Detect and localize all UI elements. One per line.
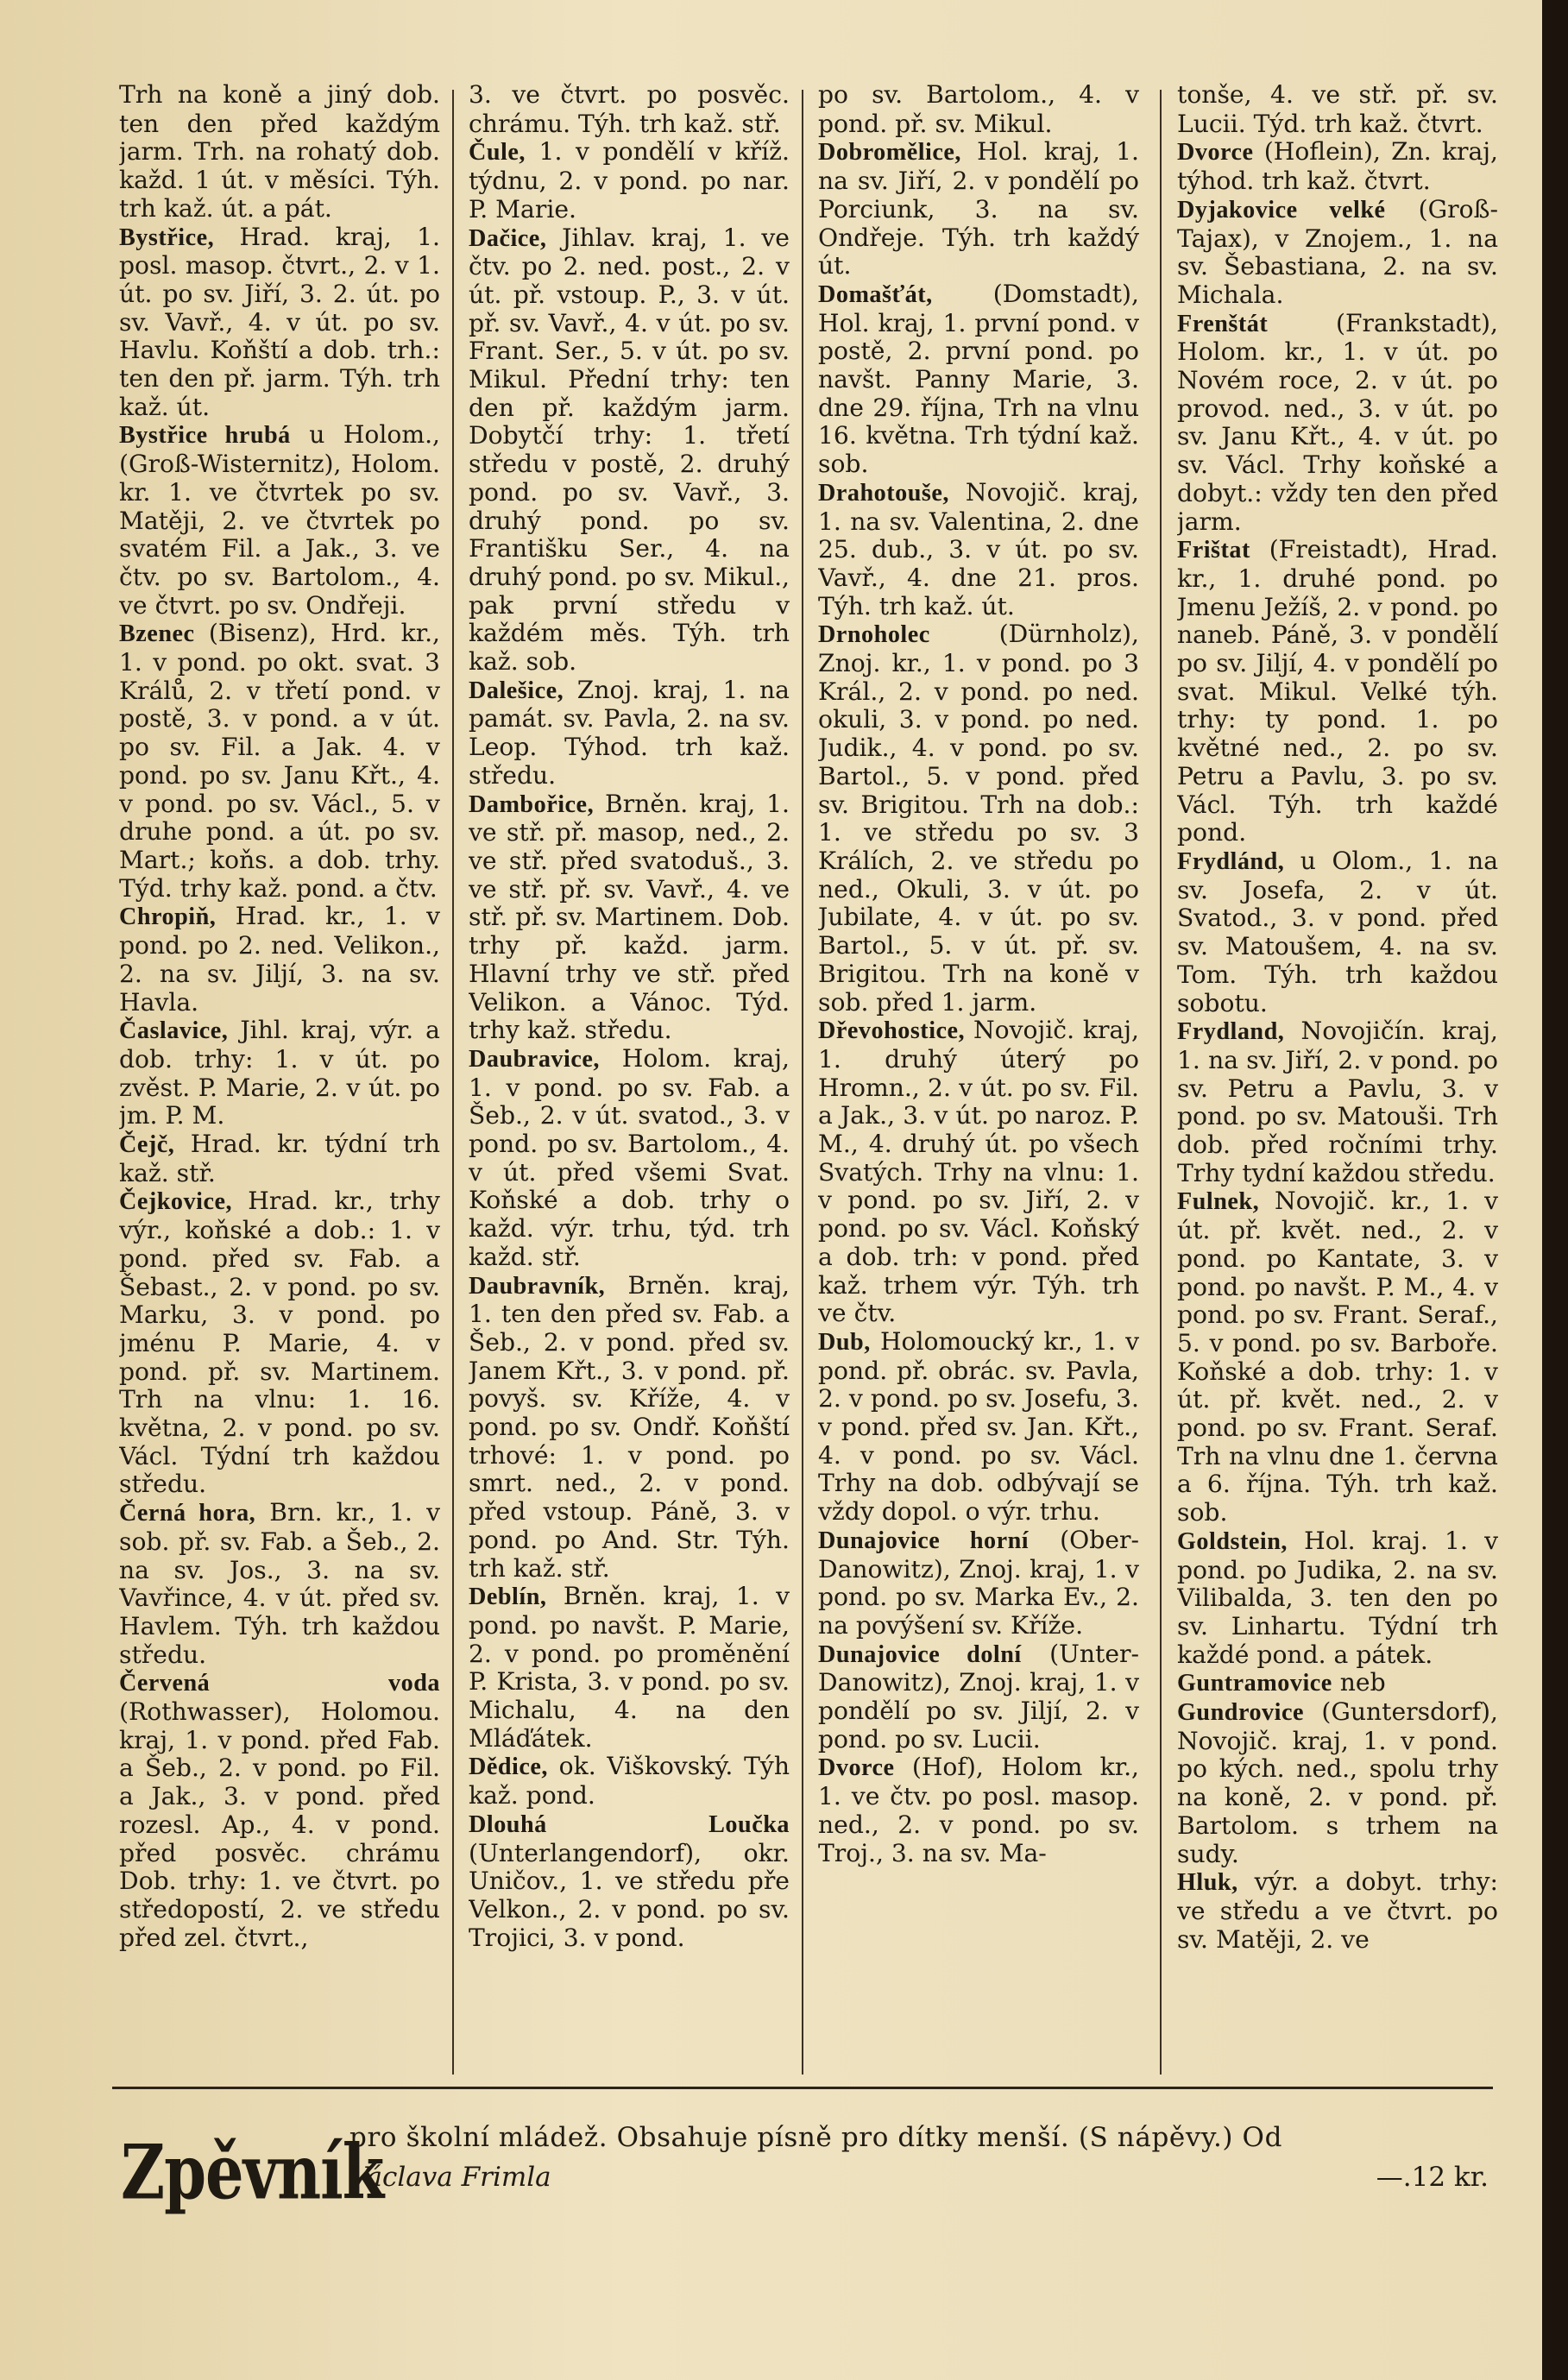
market-details: Hrad. kr., trhy výr., koňské a dob.: 1. v pond. před sv. Fab. a Šebast., 2. v pond. po sv. Marku, 3. v pond. po jménu P. Marie, 4. v pond. př. sv. Martinem. Trh na vlnu: 1. 16. května, 2. v pond. po sv. Václ. Týdní trh každou středu.: [119, 1187, 440, 1499]
market-details: Jihlav. kraj, 1. ve čtv. po 2. ned. post., 2. v út. př. vstoup. P., 3. v út. př. sv. Vavř., 4. v út. po sv. Frant. Ser., 5. v út. po sv. Mikul. Přední trhy: ten den př. každým jarm. Dobytčí trhy: 1. třetí středu v postě, 2. druhý pond. po sv. Vavř., 3. druhý pond. po sv. Františku Ser., 4. na druhý pond. po sv. Mikul., pak první středu v každém měs. Týh. trh kaž. sob.: [469, 223, 790, 677]
market-entry: [818, 280, 1139, 479]
market-details: u Holom., (Groß-Wisternitz), Holom. kr. 1. ve čtvrtek po sv. Matěji, 2. ve čtvrtek po svatém Fil. a Jak., 3. ve čtv. po sv. Bartolom., 4. ve čtvrt. po sv. Ondřeji.: [119, 420, 440, 620]
town-name: Domašťát,: [818, 280, 933, 308]
town-name: Dvorce: [818, 1754, 895, 1782]
market-details: (Bisenz), Hrd. kr., 1. v pond. po okt. svat. 3 Králů, 2. v třetí pond. v postě, 3. v pond. a v út. po sv. Fil. a Jak. 4. v pond. po sv. Janu Křt., 4. v pond. po sv. Václ., 5. v druhe pond. a út. po sv. Mart.; koňs. a dob. trhy. Týd. trhy kaž. pond. a čtv.: [119, 619, 440, 903]
town-name: Čejč,: [119, 1131, 175, 1159]
advertisement-rule: [112, 2087, 1493, 2089]
market-entry: [119, 1017, 440, 1130]
market-details: Brněn. kraj, 1. v pond. po navšt. P. Marie, 2. v pond. po proměnění P. Krista, 3. v pond. po sv. Michalu, 4. na den Mláďátek.: [469, 1582, 790, 1753]
market-entry: [119, 1499, 440, 1669]
town-name: Frenštát: [1177, 310, 1269, 337]
market-details: Holomoucký kr., 1. v pond. př. obrác. sv. Pavla, 2. v pond. po sv. Josefu, 3. v pond. před sv. Jan. Křt., 4. v pond. po sv. Václ. Trhy na dob. odbývají se vždy dopol. o výr. trhu.: [818, 1326, 1139, 1527]
market-details: Novojičín. kraj, 1. na sv. Jiří, 2. v pond. po sv. Petru a Pavlu, 3. v pond. po sv. Matouši. Trh dob. před ročními trhy. Trhy tydní každou středu.: [1177, 1017, 1498, 1187]
market-entry: [469, 1753, 790, 1810]
ad-title: Zpěvník: [121, 2127, 384, 2217]
market-listing-columns: [110, 81, 1543, 2081]
town-name: Gundrovice: [1177, 1699, 1304, 1727]
market-details: (Dürnholz), Znoj. kr., 1. v pond. po 3 Král., 2. v pond. po ned. okuli, 3. v pond. po ned. Judik., 4. v pond. po sv. Bartol., 5. v pond. před sv. Brigitou. Trh na dob.: 1. ve středu po sv. 3 Králích, 2. ve středu po ned., Okuli, 3. v út. po Jubilate, 4. v út. po sv. Bartol., 5. v út. př. sv. Brigitou. Trh na koně v sob. před 1. jarm.: [818, 620, 1139, 1017]
town-name: Dyjakovice velké: [1177, 196, 1386, 224]
town-name: Hluk,: [1177, 1869, 1238, 1897]
column-4: [1177, 81, 1498, 2081]
town-name: Dvorce: [1177, 139, 1254, 167]
market-entry: [818, 1754, 1139, 1867]
market-entry: [1177, 1187, 1498, 1527]
market-entry: [1177, 1669, 1498, 1698]
town-name: Frydland,: [1177, 1018, 1285, 1046]
market-details: Hol. kraj. 1. v pond. po Judika, 2. na sv. Vilibalda, 3. ten den po sv. Linhartu. Týdní trh každé pond. a pátek.: [1177, 1526, 1498, 1669]
market-details: (Ober-Danowitz), Znoj. kraj, 1. v pond. po sv. Marka Ev., 2. na povýšení sv. Kříže.: [818, 1525, 1139, 1640]
market-entry: [119, 903, 440, 1017]
market-details: (Hof), Holom kr., 1. ve čtv. po posl. masop. ned., 2. v pond. po sv. Troj., 3. na sv. Ma-: [818, 1753, 1139, 1867]
market-details: Brněn. kraj, 1. ten den před sv. Fab. a Šeb., 2. v pond. před sv. Janem Křt., 3. v pond. př. povyš. sv. Kříže, 4. v pond. po sv. Ondř. Koňští trhové: 1. v pond. po smrt. ned., 2. v pond. před vstoup. Páně, 3. v pond. po And. Str. Týh. trh kaž. stř.: [469, 1270, 790, 1583]
market-details: u Olom., 1. na sv. Josefa, 2. v út. Svatod., 3. v pond. před sv. Matoušem, 4. na sv. Tom. Týh. trh každou sobotu.: [1177, 846, 1498, 1017]
town-name: Frištat: [1177, 537, 1250, 564]
market-details: Hrad. kraj, 1. posl. masop. čtvrt., 2. v 1. út. po sv. Jiří, 3. 2. út. po sv. Vavř., 4. v út. po sv. Havlu. Koňští a dob. trh.: ten den př. jarm. Týh. trh kaž. út.: [119, 222, 440, 421]
town-name: Dunajovice horní: [818, 1527, 1030, 1554]
town-name: Bzenec: [119, 620, 195, 648]
songbook-advertisement: [121, 2119, 1502, 2222]
market-entry: [119, 620, 440, 903]
town-name: Červená voda: [119, 1670, 440, 1697]
town-name: Dunajovice dolní: [818, 1640, 1022, 1668]
market-entry: [469, 1810, 790, 1953]
town-name: Dědice,: [469, 1754, 548, 1781]
town-name: Daubravice,: [469, 1045, 600, 1073]
market-details: Trh na koně a jiný dob. ten den před každým jarm. Trh. na rohatý dob. každ. 1 út. v měsíci. Týh. trh kaž. út. a pát.: [119, 81, 440, 223]
town-name: Dřevohostice,: [818, 1017, 966, 1045]
town-name: Dalešice,: [469, 677, 564, 704]
town-name: Guntramovice: [1177, 1670, 1332, 1697]
column-3: [818, 81, 1139, 2081]
market-details: po sv. Bartolom., 4. v pond. př. sv. Mikul.: [818, 81, 1139, 138]
town-name: Čejkovice,: [119, 1188, 233, 1216]
market-details: Hrad. kr., 1. v pond. po 2. ned. Velikon., 2. na sv. Jiljí, 3. na sv. Havla.: [119, 902, 440, 1017]
market-entry: [1177, 1527, 1498, 1670]
town-name: Dambořice,: [469, 790, 595, 818]
market-details: (Rothwasser), Holomou. kraj, 1. v pond. před Fab. a Šeb., 2. v pond. po Fil. a Jak., 3. v pond. před rozesl. Ap., 4. v pond. před posvěc. chrámu Dob. trhy: 1. ve čtvrt. po středopostí, 2. ve středu před zel. čtvrt.,: [119, 1697, 440, 1952]
town-name: Dlouhá Loučka: [469, 1810, 790, 1838]
town-name: Frydlánd,: [1177, 847, 1285, 875]
ad-description: pro školní mládež. Obsahuje písně pro dítky menší. (S nápěvy.) Od: [349, 2122, 1283, 2153]
market-entry: [119, 1187, 440, 1499]
market-entry: [119, 1669, 440, 1952]
market-details: výr. a dobyt. trhy: ve středu a ve čtvrt. po sv. Matěji, 2. ve: [1177, 1867, 1498, 1954]
town-name: Dobromělice,: [818, 139, 961, 167]
market-entry: [1177, 847, 1498, 1017]
market-entry: [469, 790, 790, 1045]
town-name: Dub,: [818, 1328, 871, 1356]
town-name: Bystřice hrubá: [119, 422, 291, 450]
column-1: [119, 81, 440, 2081]
market-entry: [818, 1017, 1139, 1328]
market-entry: [818, 138, 1139, 280]
market-details: neb: [1332, 1668, 1386, 1697]
market-entry: [818, 1328, 1139, 1527]
market-details: 3. ve čtvrt. po posvěc. chrámu. Týh. trh kaž. stř.: [469, 81, 790, 138]
market-entry: [818, 1527, 1139, 1640]
market-details: (Groß-Tajax), v Znojem., 1. na sv. Šebastiana, 2. na sv. Michala.: [1177, 194, 1498, 309]
market-details: tonše, 4. ve stř. př. sv. Lucii. Týd. trh kaž. čtvrt.: [1177, 81, 1498, 138]
ad-author: Václava Frimla: [349, 2162, 551, 2193]
market-details: Jihl. kraj, výr. a dob. trhy: 1. v út. po zvěst. P. Marie, 2. v út. po jm. P. M.: [119, 1016, 440, 1130]
market-entry: [469, 81, 790, 138]
market-entry: [1177, 310, 1498, 537]
market-details: (Frankstadt), Holom. kr., 1. v út. po Novém roce, 2. v út. po provod. ned., 3. v út. po sv. Janu Křt., 4. v út. po sv. Václ. Trhy koňské a dobyt.: vždy ten den před jarm.: [1177, 308, 1498, 536]
market-entry: [818, 479, 1139, 621]
market-details: (Freistadt), Hrad. kr., 1. druhé pond. po Jmenu Ježíš, 2. v pond. po naneb. Páně, 3. v pondělí po sv. Jiljí, 4. v pondělí po svat. Mikul. Velké týh. trhy: ty pond. 1. po květné ned., 2. po sv. Petru a Pavlu, 3. po sv. Václ. Týh. trh každé pond.: [1177, 535, 1498, 847]
market-details: Brněn. kraj, 1. ve stř. př. masop, ned., 2. ve stř. před svatoduš., 3. ve stř. př. sv. Vavř., 4. ve stř. př. sv. Martinem. Dob. trhy př. každ. jarm. Hlavní trhy ve stř. před Velikon. a Vánoc. Týd. trhy kaž. středu.: [469, 789, 790, 1045]
market-details: 1. v pondělí v kříž. týdnu, 2. v pond. po nar. P. Marie.: [469, 137, 790, 224]
market-entry: [1177, 536, 1498, 847]
market-entry: [469, 138, 790, 224]
town-name: Goldstein,: [1177, 1527, 1288, 1555]
column-divider: [802, 90, 803, 2075]
market-entry: [818, 81, 1139, 138]
column-2: [469, 81, 790, 2081]
market-entry: [1177, 1017, 1498, 1187]
market-entry: [469, 1583, 790, 1753]
market-entry: [1177, 1868, 1498, 1954]
column-divider: [452, 90, 454, 2075]
market-details: ok. Viškovský. Týh kaž. pond.: [469, 1752, 790, 1810]
market-details: Znoj. kraj, 1. na památ. sv. Pavla, 2. na sv. Leop. Týhod. trh kaž. středu.: [469, 675, 790, 790]
market-entry: [469, 677, 790, 790]
town-name: Fulnek,: [1177, 1188, 1260, 1216]
market-details: Novojič. kraj, 1. druhý úterý po Hromn., 2. v út. po sv. Fil. a Jak., 3. v út. po naroz. P. M., 4. druhý út. po všech Svatých. Trhy na vlnu: 1. v pond. po sv. Jiří, 2. v pond. po sv. Václ. Koňský a dob. trh: v pond. před kaž. trhem výr. Týh. trh ve čtv.: [818, 1016, 1139, 1328]
market-details: (Unter-Danowitz), Znoj. kraj, 1. v pondělí po sv. Jiljí, 2. v pond. po sv. Lucii.: [818, 1639, 1139, 1754]
market-entry: [469, 1045, 790, 1272]
market-details: Holom. kraj, 1. v pond. po sv. Fab. a Šeb., 2. v út. svatod., 3. v pond. po sv. Bartolom., 4. v út. před všemi Svat. Koňské a dob. trhy o každ. výr. trhu, týd. trh každ. stř.: [469, 1043, 790, 1271]
market-entry: [119, 1130, 440, 1187]
town-name: Chropiň,: [119, 904, 217, 931]
market-entry: [818, 1640, 1139, 1754]
town-name: Drahotouše,: [818, 479, 949, 507]
town-name: Čule,: [469, 139, 526, 167]
market-details: (Hoflein), Zn. kraj, týhod. trh kaž. čtvrt.: [1177, 137, 1498, 196]
market-entry: [119, 421, 440, 620]
market-details: (Guntersdorf), Novojič. kraj, 1. v pond. po kých. ned., spolu trhy na koně, 2. v pond. př. Bartolom. s trhem na sudy.: [1177, 1697, 1498, 1868]
market-details: Hol. kraj, 1. na sv. Jiří, 2. v pondělí po Porciunk, 3. na sv. Ondřeje. Týh. trh každý út.: [818, 137, 1139, 280]
market-entry: [1177, 138, 1498, 195]
town-name: Dačice,: [469, 224, 547, 252]
market-entry: [1177, 196, 1498, 310]
town-name: Deblín,: [469, 1584, 547, 1611]
market-entry: [119, 81, 440, 224]
market-details: (Unterlangendorf), okr. Uničov., 1. ve středu pře Velkon., 2. v pond. po sv. Trojici, 3. v pond.: [469, 1838, 790, 1952]
town-name: Bystřice,: [119, 224, 215, 251]
market-entry: [818, 620, 1139, 1017]
market-details: Novojič. kr., 1. v út. př. květ. ned., 2. v pond. po Kantate, 3. v pond. po navšt. P. M., 4. v pond. po sv. Frant. Seraf., 5. v pond. po sv. Barboře. Koňské a dob. trhy: 1. v út. př. květ. ned., 2. v pond. po sv. Frant. Seraf. Trh na vlnu dne 1. června a 6. října. Týh. trh kaž. sob.: [1177, 1187, 1498, 1527]
market-entry: [469, 224, 790, 677]
market-entry: [119, 224, 440, 422]
market-entry: [1177, 1698, 1498, 1868]
market-details: Novojič. kraj, 1. na sv. Valentina, 2. dne 25. dub., 3. v út. po sv. Vavř., 4. dne 21. pros. Týh. trh kaž. út.: [818, 477, 1139, 620]
market-details: (Domstadt), Hol. kraj, 1. první pond. v postě, 2. první pond. po navšt. Panny Marie, 3. dne 29. října, Trh na vlnu 16. května. Trh týdní kaž. sob.: [818, 279, 1139, 479]
page-edge: [1542, 0, 1568, 2380]
market-entry: [469, 1272, 790, 1584]
market-entry: [1177, 81, 1498, 138]
market-details: Hrad. kr. týdní trh kaž. stř.: [119, 1130, 440, 1187]
market-details: Brn. kr., 1. v sob. př. sv. Fab. a Šeb., 2. na sv. Jos., 3. na sv. Vavřince, 4. v út. před sv. Havlem. Týh. trh každou středu.: [119, 1498, 440, 1669]
town-name: Černá hora,: [119, 1500, 256, 1527]
column-divider: [1160, 90, 1162, 2075]
town-name: Časlavice,: [119, 1017, 229, 1045]
ad-price: —.12 kr.: [1376, 2162, 1489, 2193]
town-name: Daubravník,: [469, 1272, 606, 1300]
town-name: Drnoholec: [818, 621, 930, 649]
